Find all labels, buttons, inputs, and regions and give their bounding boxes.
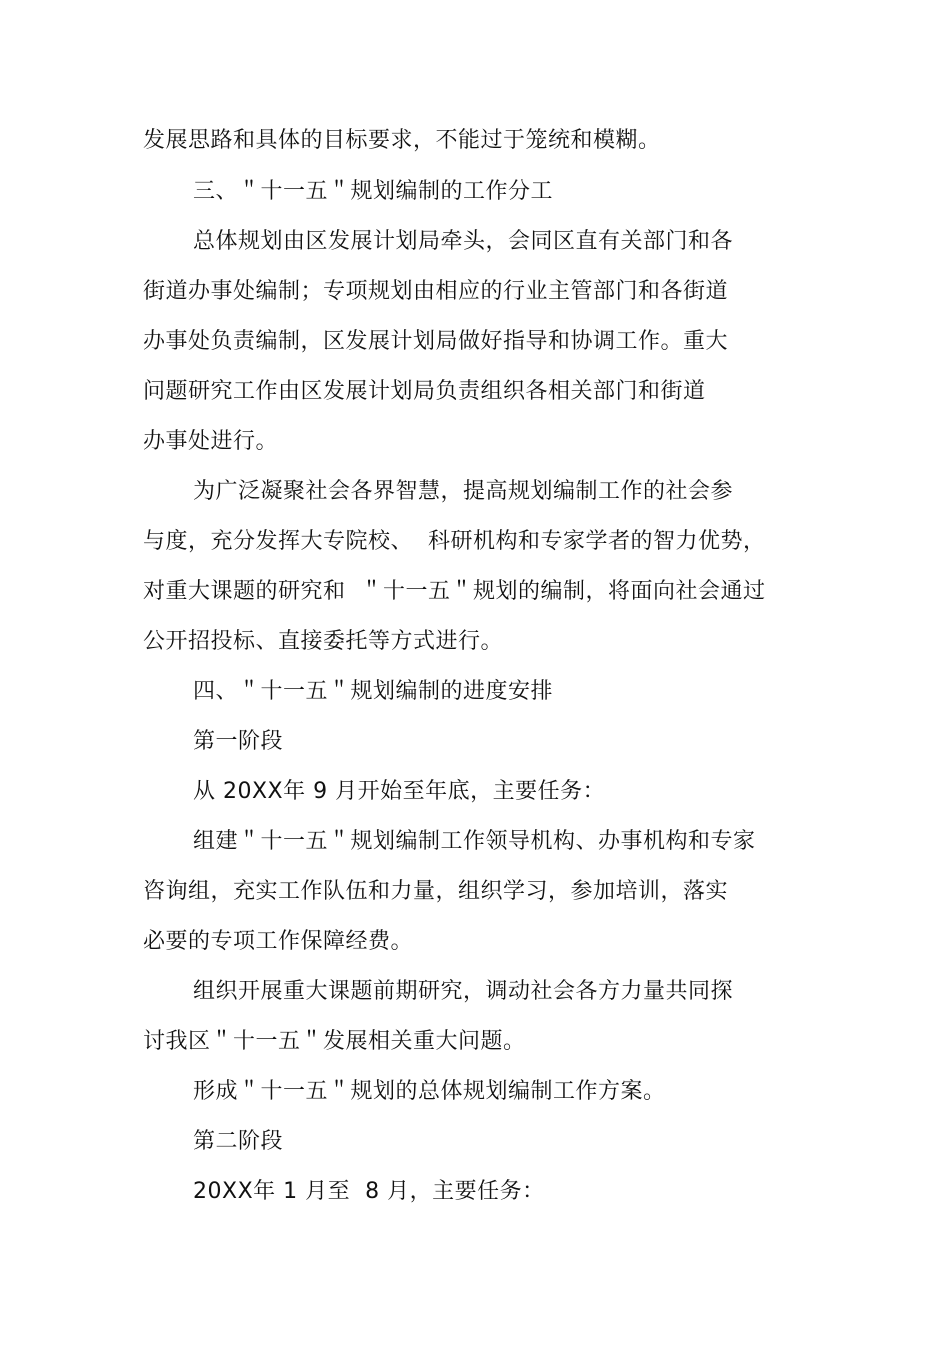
stage-heading: 第二阶段 <box>193 1129 284 1154</box>
body-text-line: 公开招投标、直接委托等方式进行。 <box>143 629 504 654</box>
body-text-line: 街道办事处编制；专项规划由相应的行业主管部门和各街道 <box>143 279 729 304</box>
body-text-line: 办事处负责编制，区发展计划局做好指导和协调工作。重大 <box>143 329 729 354</box>
section-heading: 三、＂十一五＂规划编制的工作分工 <box>193 179 554 204</box>
body-text-line: 讨我区＂十一五＂发展相关重大问题。 <box>143 1029 526 1054</box>
paragraph-line: 总体规划由区发展计划局牵头，会同区直有关部门和各 <box>193 229 734 254</box>
paragraph-line: 从 20XX年 9 月开始至年底，主要任务： <box>193 779 606 804</box>
body-text-line: 咨询组，充实工作队伍和力量，组织学习，参加培训，落实 <box>143 879 729 904</box>
paragraph-line: 形成＂十一五＂规划的总体规划编制工作方案。 <box>193 1079 666 1104</box>
paragraph-line: 组织开展重大课题前期研究，调动社会各方力量共同探 <box>193 979 734 1004</box>
body-text-line: 问题研究工作由区发展计划局负责组织各相关部门和街道 <box>143 379 706 404</box>
paragraph-line: 20XX年 1 月至 8 月，主要任务： <box>193 1179 545 1204</box>
paragraph-line: 为广泛凝聚社会各界智慧，提高规划编制工作的社会参 <box>193 479 734 504</box>
section-heading: 四、＂十一五＂规划编制的进度安排 <box>193 679 554 704</box>
paragraph-line: 组建＂十一五＂规划编制工作领导机构、办事机构和专家 <box>193 829 756 854</box>
body-text-line: 办事处进行。 <box>143 429 279 454</box>
body-text-line: 必要的专项工作保障经费。 <box>143 929 414 954</box>
body-text-line: 对重大课题的研究和 ＂十一五＂规划的编制，将面向社会通过 <box>143 579 766 604</box>
body-text-line: 与度，充分发挥大专院校、 科研机构和专家学者的智力优势， <box>143 529 766 554</box>
stage-heading: 第一阶段 <box>193 729 284 754</box>
body-text-line: 发展思路和具体的目标要求，不能过于笼统和模糊。 <box>143 128 661 153</box>
